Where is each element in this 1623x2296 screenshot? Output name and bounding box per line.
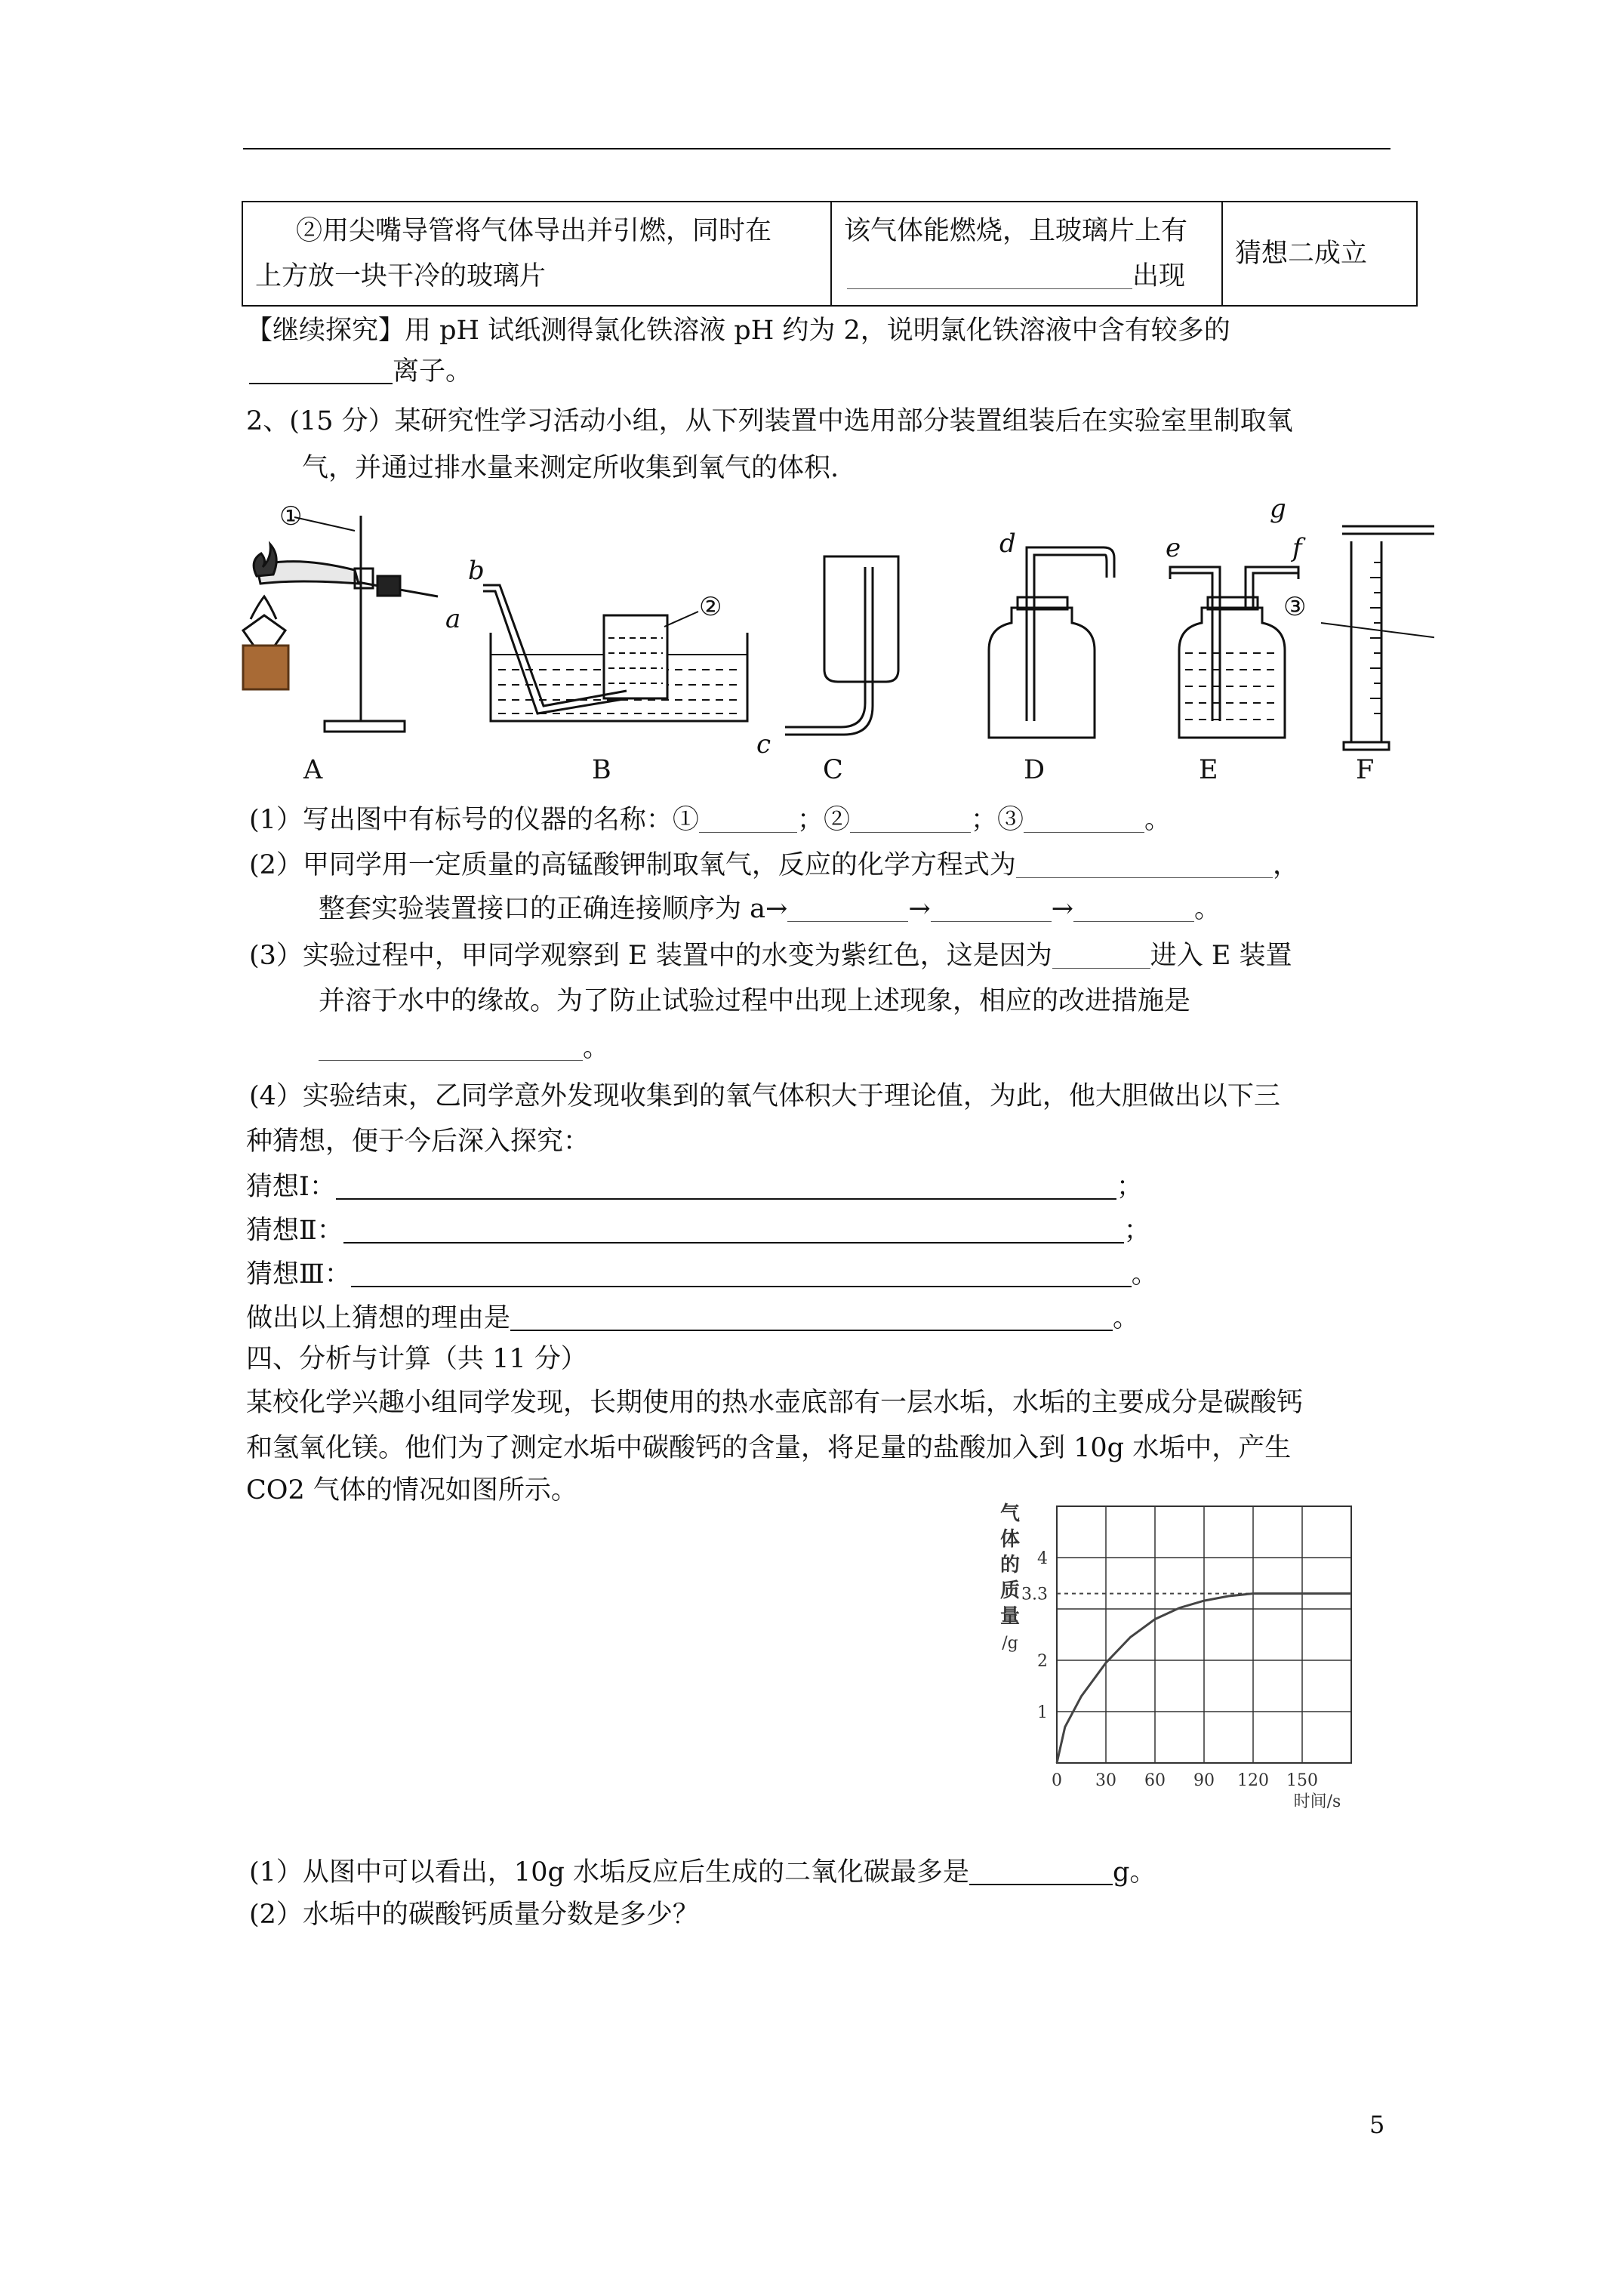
guess-1: 猜想Ⅰ： ； [246, 1172, 1143, 1202]
table-cell-phenomenon-line1: 该气体能燃烧，且玻璃片上有 [844, 216, 1188, 246]
header-rule [243, 148, 1390, 149]
phenomenon-blank[interactable] [847, 261, 1132, 289]
table-cell-conclusion: 猜想二成立 [1235, 239, 1368, 269]
question-2-line2: 整套实验装置接口的正确连接顺序为 a→ → → 。 [319, 894, 1221, 924]
apparatus-label-c: C [823, 755, 843, 785]
guess-3: 猜想Ⅲ： 。 [246, 1259, 1158, 1290]
svg-text:③: ③ [1283, 592, 1307, 622]
chart-ylabel-char: 质 [999, 1579, 1021, 1602]
chart-ticks [1021, 1549, 1318, 1790]
chart-ytick-label: 4 [1037, 1549, 1048, 1568]
apparatus-figure [226, 495, 1434, 797]
guess-1-blank[interactable] [336, 1171, 1116, 1200]
order-blank-1[interactable] [787, 894, 908, 922]
page-number: 5 [1369, 2110, 1385, 2139]
chart-xtick-label: 120 [1237, 1771, 1269, 1790]
chart-xlabel: 时间/s [1293, 1792, 1341, 1811]
equation-blank[interactable] [1016, 850, 1273, 878]
svg-text:①: ① [279, 501, 303, 532]
question-2-line1: (2）甲同学用一定质量的高锰酸钾制取氧气，反应的化学方程式为 ， [249, 850, 1299, 880]
apparatus-c [756, 556, 898, 760]
svg-text:c: c [756, 729, 771, 760]
chart-ytick-label: 3.3 [1021, 1585, 1048, 1604]
chart-xtick-label: 60 [1144, 1771, 1166, 1790]
svg-text:e: e [1166, 533, 1181, 563]
answer-1: (1）从图中可以看出，10g 水垢反应后生成的二氧化碳最多是 g。 [249, 1857, 1156, 1888]
chart-xtick-label: 0 [1052, 1771, 1062, 1790]
question-3-line3: 。 [319, 1030, 609, 1066]
apparatus-label-b: B [592, 755, 611, 785]
chart-ylabel-char: 的 [999, 1554, 1021, 1576]
answer-blank-3[interactable] [1024, 805, 1144, 833]
chart-grid [1057, 1506, 1351, 1763]
guess-reason-blank[interactable] [510, 1302, 1113, 1331]
continue-explore-line1: 【继续探究】用 pH 试纸测得氯化铁溶液 pH 约为 2，说明氯化铁溶液中含有较多的 [246, 316, 1230, 346]
guess-2-blank[interactable] [343, 1215, 1124, 1244]
co2-mass-chart [981, 1499, 1374, 1823]
section-4-para-3: CO2 气体的情况如图所示。 [246, 1475, 577, 1505]
table-cell-operation-line1: ②用尖嘴导管将气体导出并引燃，同时在 [296, 216, 772, 246]
svg-text:a: a [445, 604, 461, 634]
answer-2: (2）水垢中的碳酸钙质量分数是多少？ [249, 1900, 699, 1930]
apparatus-label-f: F [1356, 755, 1375, 785]
chart-ytick-label: 1 [1037, 1703, 1048, 1722]
table-cell-phenomenon-line2: 出现 [847, 258, 1185, 294]
improvement-blank[interactable] [319, 1033, 583, 1061]
question-4-line1: (4）实验结束，乙同学意外发现收集到的氧气体积大于理论值，为此，他大胆做出以下三 [249, 1081, 1280, 1111]
apparatus-a [243, 501, 460, 732]
answer-blank-1[interactable] [699, 805, 797, 833]
svg-text:b: b [468, 556, 485, 586]
guess-2: 猜想Ⅱ： ； [246, 1216, 1150, 1246]
question-3-line2: 并溶于水中的缘故。为了防止试验过程中出现上述现象，相应的改进措施是 [319, 986, 1191, 1016]
chart-xtick-label: 30 [1095, 1771, 1116, 1790]
chart-ytick-label: 2 [1037, 1652, 1048, 1671]
question-3-line1: (3）实验过程中，甲同学观察到 E 装置中的水变为紫红色，这是因为 进入 E 装置 [249, 941, 1292, 971]
apparatus-b [468, 556, 747, 721]
guess-3-blank[interactable] [351, 1259, 1132, 1287]
reason-blank[interactable] [1052, 941, 1150, 969]
question-1: (1）写出图中有标号的仪器的名称：① ；② ；③ 。 [249, 805, 1171, 835]
section-4-para-1: 某校化学兴趣小组同学发现，长期使用的热水壶底部有一层水垢，水垢的主要成分是碳酸钙 [246, 1388, 1304, 1418]
apparatus-d [989, 529, 1114, 738]
section-4-title: 四、分析与计算（共 11 分） [246, 1344, 587, 1374]
order-blank-3[interactable] [1073, 894, 1194, 922]
svg-text:g: g [1270, 495, 1286, 524]
chart-ylabel-char: 体 [999, 1528, 1021, 1551]
question-4-line2: 种猜想，便于今后深入探究： [246, 1126, 590, 1157]
chart-xtick-label: 90 [1193, 1771, 1215, 1790]
chart-ylabel-unit: /g [1002, 1634, 1018, 1653]
chart-xtick-label: 150 [1286, 1771, 1318, 1790]
answer-blank-2[interactable] [850, 805, 971, 833]
apparatus-e [1166, 533, 1306, 738]
guess-reason: 做出以上猜想的理由是 。 [246, 1303, 1140, 1333]
table-cell-operation-line2: 上方放一块干冷的玻璃片 [255, 261, 547, 291]
chart-ylabel [1000, 1502, 1020, 1653]
co2-mass-blank[interactable] [969, 1857, 1113, 1885]
svg-text:②: ② [699, 592, 722, 622]
q2-intro-line1: 2、(15 分）某研究性学习活动小组，从下列装置中选用部分装置组装后在实验室里制取氧 [246, 406, 1293, 436]
apparatus-label-e: E [1199, 755, 1218, 785]
chart-ylabel-char: 量 [999, 1605, 1021, 1628]
svg-text:f: f [1292, 533, 1302, 563]
section-4-para-2: 和氢氧化镁。他们为了测定水垢中碳酸钙的含量，将足量的盐酸加入到 10g 水垢中，产生 [246, 1433, 1292, 1463]
order-blank-2[interactable] [931, 894, 1052, 922]
chart-ylabel-char: 气 [999, 1502, 1021, 1525]
apparatus-label-a: A [303, 755, 323, 785]
svg-text:d: d [999, 529, 1016, 559]
ion-blank[interactable] [249, 356, 393, 384]
apparatus-label-d: D [1024, 755, 1046, 785]
continue-explore-line2: 离子。 [249, 353, 472, 390]
q2-intro-line2: 气，并通过排水量来测定所收集到氧气的体积. [302, 453, 839, 483]
